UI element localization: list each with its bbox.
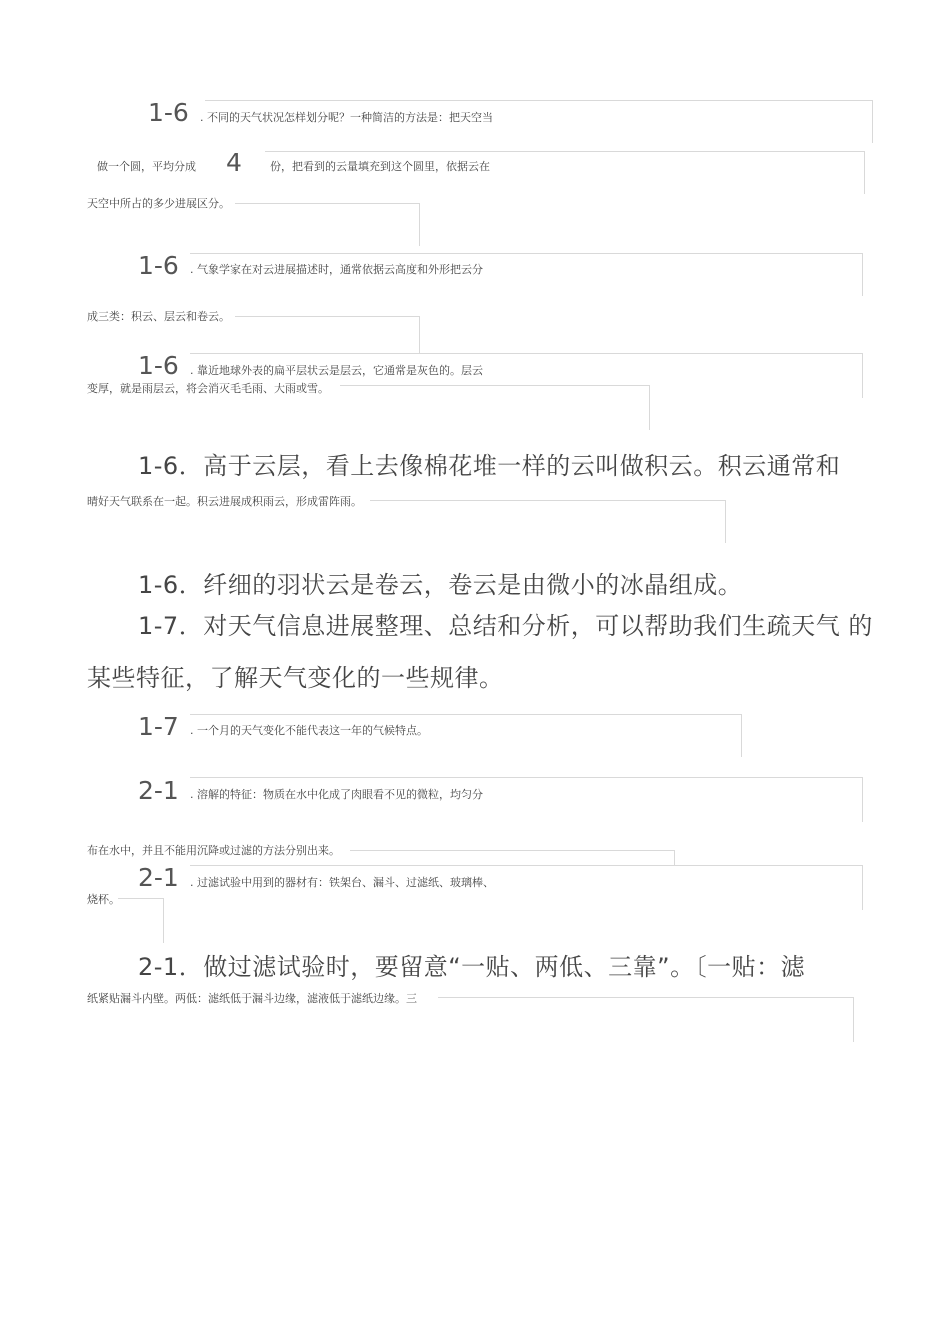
item-text: 晴好天气联系在一起。积云进展成积雨云，形成雷阵雨。 xyxy=(87,495,362,508)
frame-line xyxy=(370,500,726,543)
frame-line xyxy=(350,850,675,865)
item-text: . 靠近地球外表的扁平层状云是层云，它通常是灰色的。层云 xyxy=(190,364,483,377)
item-text: 纸紧贴漏斗内壁。两低：滤纸低于漏斗边缘，滤液低于滤纸边缘。三 xyxy=(87,992,417,1005)
item-text: 天空中所占的多少进展区分。 xyxy=(87,197,230,210)
item-text: 份，把看到的云量填充到这个圆里，依据云在 xyxy=(270,160,490,173)
item-text: 做一个圆，平均分成 xyxy=(97,160,196,173)
item-number: 1-6 xyxy=(138,351,179,380)
item-text: . 一个月的天气变化不能代表这一年的气候特点。 xyxy=(190,724,428,737)
item-text: 变厚，就是雨层云，将会消灭毛毛雨、大雨或雪。 xyxy=(87,382,329,395)
item-text-large: 1-6．高于云层，看上去像棉花堆一样的云叫做积云。积云通常和 xyxy=(138,452,841,480)
item-text: . 不同的天气状况怎样划分呢？一种简洁的方法是：把天空当 xyxy=(200,111,493,124)
frame-line xyxy=(118,898,164,943)
item-text-large: 1-7．对天气信息进展整理、总结和分析，可以帮助我们生疏天气 的 xyxy=(138,612,873,640)
item-text: 布在水中，并且不能用沉降或过滤的方法分别出来。 xyxy=(87,844,340,857)
item-text: 成三类：积云、层云和卷云。 xyxy=(87,310,230,323)
item-number: 2-1 xyxy=(138,776,179,805)
frame-line xyxy=(235,316,420,353)
frame-line xyxy=(340,385,650,430)
item-number: 2-1 xyxy=(138,863,179,892)
item-text: . 气象学家在对云进展描述时，通常依据云高度和外形把云分 xyxy=(190,263,483,276)
item-text-large: 某些特征，了解天气变化的一些规律。 xyxy=(87,664,504,692)
item-number: 1-6 xyxy=(148,98,189,127)
item-text: . 溶解的特征：物质在水中化成了肉眼看不见的微粒，均匀分 xyxy=(190,788,483,801)
item-number: 1-6 xyxy=(138,251,179,280)
item-text-large: 1-6．纤细的羽状云是卷云，卷云是由微小的冰晶组成。 xyxy=(138,571,743,599)
item-text-large: 2-1．做过滤试验时，要留意“一贴、两低、三靠”。〔一贴：滤 xyxy=(138,953,806,981)
item-text: 烧杯。 xyxy=(87,893,120,906)
frame-line xyxy=(235,203,420,246)
item-big-number: 4 xyxy=(226,148,242,177)
item-text: . 过滤试验中用到的器材有：铁架台、漏斗、过滤纸、玻璃棒、 xyxy=(190,876,494,889)
frame-line xyxy=(438,997,854,1042)
item-number: 1-7 xyxy=(138,712,179,741)
